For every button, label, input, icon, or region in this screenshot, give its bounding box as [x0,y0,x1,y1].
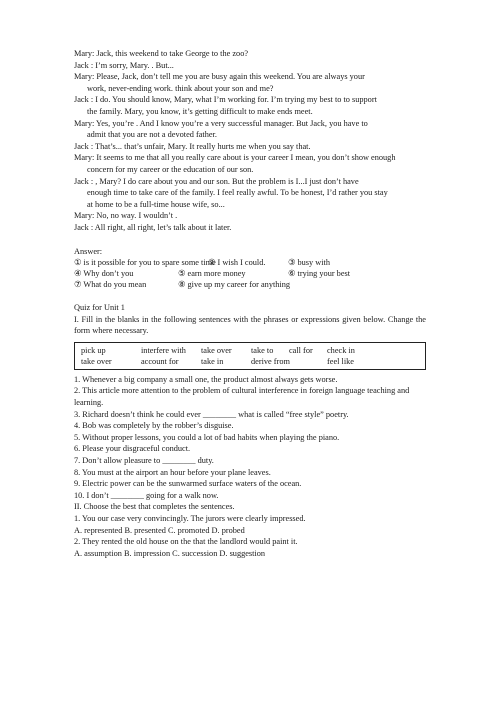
answer-option: ① is it possible for you to spare some time [74,258,216,268]
phrase-row [81,345,419,356]
part2-heading: II. Choose the best that completes the sentences. [74,502,235,512]
dialogue-line: the family. Mary, you know, it’s getting difficult to make ends meet. [87,106,313,116]
question-item: 1. You our case very convincingly. The jurors were clearly impressed. [74,514,306,523]
answer-row [74,279,426,290]
dialogue-line: Jack : I’m sorry, Mary. . But... [74,60,174,70]
question-item: 2. They rented the old house on the that the landlord would paint it. [74,537,298,547]
answer-heading: Answer: [74,246,103,256]
answer-option: ⑤ earn more money [178,269,246,279]
phrase-cell: check in [327,345,355,355]
phrase-cell: feel like [327,356,354,366]
dialogue-line: work, never-ending work. think about your son and me? [87,83,274,93]
answer-option: ④ Why don’t you [74,269,134,279]
question-item: 10. I don’t ________ going for a walk now. [74,490,219,500]
dialogue-line: Mary: Yes, you’re . And I know you’re a very successful manager. But Jack, you have to [74,118,368,128]
phrase-table [74,342,426,370]
answer-row [74,268,426,279]
phrase-cell: take in [201,356,224,366]
question-item: 7. Don’t allow pleasure to ________ duty. [74,456,214,466]
document-page [74,48,426,559]
quiz-title: Quiz for Unit 1 [74,303,125,313]
part1-instructions: I. Fill in the blanks in the following sentences with the phrases or expressions given below. Change the form where necessary. [74,314,426,336]
dialogue-line: enough time to take care of the family. I feel really awful. To be honest, I’d rather you stay [87,188,388,198]
phrase-cell: take to [251,345,274,355]
answer-option: ⑦ What do you mean [74,280,147,290]
question-item: 9. Electric power can be the sunwarmed surface waters of the ocean. [74,479,302,489]
answer-option: ⑥ trying your best [288,269,351,279]
question-options: A. represented B. presented C. promoted D. probed [74,525,245,535]
question-item: 5. Without proper lessons, you could a lot of bad habits when playing the piano. [74,432,340,442]
phrase-row [81,356,419,367]
dialogue-line: Jack : All right, all right, let’s talk about it later. [74,222,232,232]
dialogue-line: concern for my career or the education of our son. [87,164,254,174]
phrase-cell: take over [201,345,232,355]
answer-option: ③ busy with [288,258,331,268]
phrase-cell: account for [141,356,179,366]
dialogue-line: Mary: Please, Jack, don’t tell me you are busy again this weekend. You are always your [74,72,365,82]
part1-items [74,374,426,502]
question-item: 6. Please your disgraceful conduct. [74,444,191,454]
phrase-cell: call for [289,345,313,355]
question-options: A. assumption B. impression C. succession D. suggestion [74,548,266,558]
dialogue-line: at home to be a full-time house wife, so... [87,199,225,209]
question-item: 2. This article more attention to the problem of cultural interference in foreign language teaching and learning. [74,386,410,408]
phrase-cell: interfere with [141,345,186,355]
question-item: 4. Bob was completely by the robber’s disguise. [74,421,234,431]
dialogue-line: Mary: Jack, this weekend to take George to the zoo? [74,49,249,58]
phrase-cell: take over [81,356,112,366]
dialogue-line: Jack : , Mary? I do care about you and our son. But the problem is I...I just don’t have [74,176,359,186]
answer-option: ② I wish I could. [208,258,266,268]
question-item: 1. Whenever a big company a small one, the product almost always gets worse. [74,374,338,384]
question-item: 3. Richard doesn’t think he could ever ________ what is called “free style” poetry. [74,409,349,419]
phrase-cell: derive from [251,356,290,366]
answer-section [74,246,426,291]
quiz-section [74,302,426,559]
dialogue-line: admit that you are not a devoted father. [87,130,217,140]
dialogue-line: Mary: It seems to me that all you really care about is your career I mean, you don’t show enough [74,153,396,163]
dialogue-line: Mary: No, no way. I wouldn’t . [74,211,178,221]
dialogue-line: Jack : That’s... that’s unfair, Mary. It really hurts me when you say that. [74,141,311,151]
answer-option: ⑧ give up my career for anything [178,280,291,290]
part2-items [74,513,426,559]
phrase-cell: pick up [81,345,106,355]
answer-row [74,257,426,268]
dialogue-line: Jack : I do. You should know, Mary, what I’m working for. I’m trying my best to to support [74,95,377,105]
dialogue [74,48,426,234]
question-item: 8. You must at the airport an hour before your plane leaves. [74,467,271,477]
